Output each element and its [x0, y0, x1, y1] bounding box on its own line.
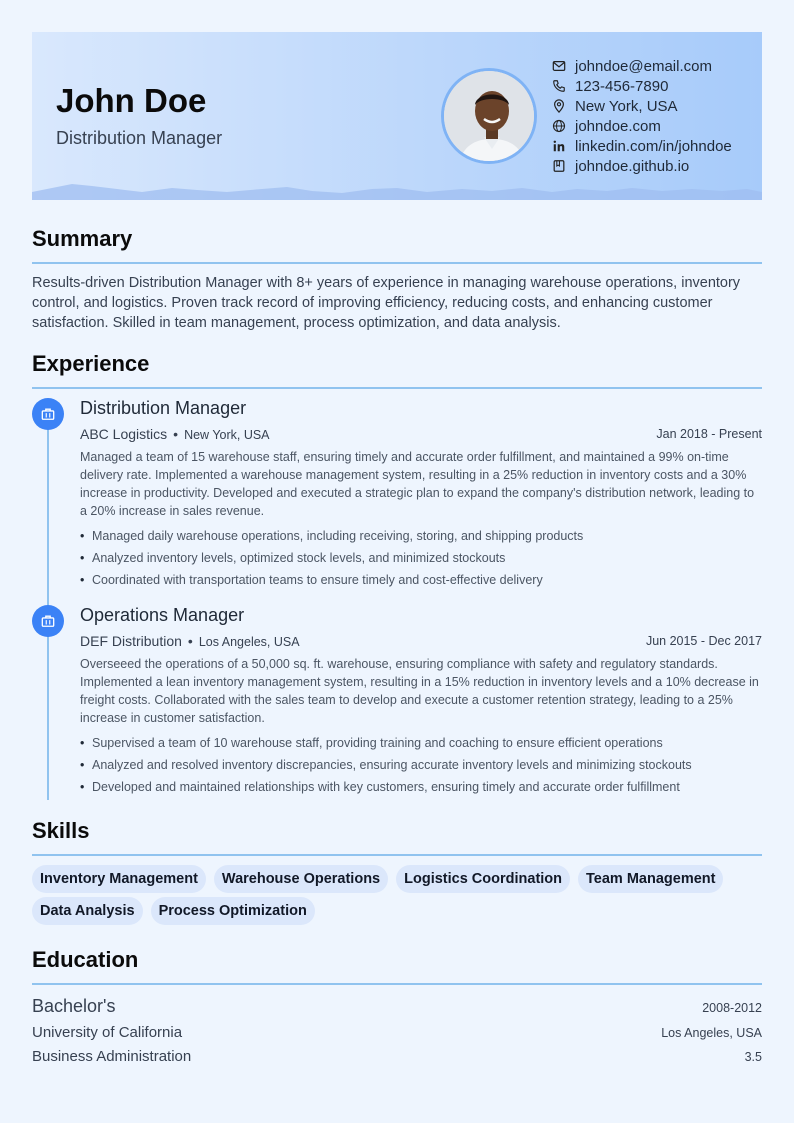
job-bullet: • Supervised a team of 10 warehouse staff, providing training and coaching to ensure efficient operations	[80, 732, 762, 754]
job-bullet: • Analyzed inventory levels, optimized stock levels, and minimized stockouts	[80, 547, 762, 569]
skill-chip: Team Management	[578, 865, 723, 893]
job-location: New York, USA	[184, 428, 270, 442]
job-bullet: • Analyzed and resolved inventory discrepancies, ensuring accurate inventory levels and minimizing stockouts	[80, 754, 762, 776]
job-icon-badge	[32, 605, 64, 637]
skill-chip: Data Analysis	[32, 897, 143, 925]
experience-divider	[32, 387, 762, 389]
skills-divider	[32, 854, 762, 856]
contact-website[interactable]	[552, 116, 732, 136]
location-pin-icon	[552, 99, 566, 113]
header-mountain-decoration	[32, 180, 762, 200]
job-bullet: • Developed and maintained relationships with key customers, ensuring timely and accurate order fulfillment	[80, 776, 762, 798]
resume-header	[32, 32, 762, 200]
education-divider	[32, 983, 762, 985]
candidate-title: Distribution Manager	[56, 128, 223, 148]
profile-photo-illustration	[444, 71, 537, 164]
skill-chip: Inventory Management	[32, 865, 206, 893]
skill-chip: Logistics Coordination	[396, 865, 570, 893]
job-location: Los Angeles, USA	[198, 635, 300, 649]
contact-location	[552, 96, 732, 116]
job-title: Operations Manager	[80, 605, 245, 625]
contact-github-text: johndoe.github.io	[575, 157, 690, 175]
job-meta: DEF Distribution • Los Angeles, USA Jun 2015 - Dec 2017	[80, 633, 762, 649]
summary-heading: Summary	[32, 226, 133, 251]
contact-location-text: New York, USA	[575, 97, 678, 115]
contact-github[interactable]	[552, 156, 732, 176]
profile-photo	[441, 68, 537, 164]
job-title: Distribution Manager	[80, 398, 247, 418]
phone-icon	[552, 79, 566, 93]
github-icon	[552, 159, 566, 173]
education-gpa: 3.5	[744, 1050, 762, 1064]
job-dates: Jan 2018 - Present	[656, 427, 762, 441]
candidate-name: John Doe	[56, 82, 207, 119]
briefcase-icon	[41, 407, 55, 421]
skill-chip: Warehouse Operations	[214, 865, 388, 893]
contact-phone[interactable]	[552, 76, 732, 96]
linkedin-icon	[552, 139, 566, 153]
job-icon-badge	[32, 398, 64, 430]
skills-list	[32, 865, 762, 925]
skill-chip: Process Optimization	[151, 897, 315, 925]
contact-phone-text: 123-456-7890	[575, 77, 669, 95]
contact-list	[552, 56, 732, 176]
contact-linkedin-text: linkedin.com/in/johndoe	[575, 137, 732, 155]
education-degree: Bachelor's	[32, 996, 116, 1016]
education-location: Los Angeles, USA	[661, 1026, 762, 1040]
contact-website-text: johndoe.com	[575, 117, 661, 135]
job-meta: ABC Logistics • New York, USA Jan 2018 - Present	[80, 426, 762, 442]
job-company: ABC Logistics	[80, 426, 168, 442]
education-field: Business Administration	[32, 1048, 192, 1065]
summary-divider	[32, 262, 762, 264]
job-description: Overseeed the operations of a 50,000 sq. ft. warehouse, ensuring compliance with safety and regulatory standards. Implemented a lean inventory management system, resulting in a 15% reduction in inventory levels and a 10% decrease in freight costs. Collaborated with the sales team to develop and execute a customer retention strategy, leading to a 25% increase in customer satisfaction.	[80, 657, 759, 725]
job-description: Managed a team of 15 warehouse staff, ensuring timely and accurate order fulfillment, and maintained a 99% on-time delivery rate. Implemented a warehouse management system, resulting in a 25% reduction in inventory costs and a 30% increase in productivity. Developed and executed a strategic plan to expand the company's distribution network, leading to a 20% increase in sales revenue.	[80, 450, 755, 518]
experience-heading: Experience	[32, 351, 150, 376]
skills-heading: Skills	[32, 818, 90, 843]
education-heading: Education	[32, 947, 139, 972]
job-dates: Jun 2015 - Dec 2017	[645, 634, 762, 648]
contact-email-text: johndoe@email.com	[575, 57, 712, 75]
job-bullet: • Coordinated with transportation teams to ensure timely and cost-effective delivery	[80, 569, 762, 591]
summary-text: Results-driven Distribution Manager with 8+ years of experience in managing warehouse operations, inventory control, and logistics. Proven track record of improving efficiency, reducing costs, and enhancing customer satisfaction. Skilled in team management, process optimization, and data analysis.	[32, 275, 741, 331]
mail-icon	[552, 59, 566, 73]
briefcase-icon	[41, 614, 55, 628]
education-years: 2008-2012	[702, 1001, 762, 1015]
contact-linkedin[interactable]	[552, 136, 732, 156]
job-company: DEF Distribution	[80, 633, 182, 649]
contact-email[interactable]	[552, 56, 732, 76]
education-school: University of California	[32, 1024, 183, 1041]
job-bullets	[80, 732, 762, 798]
job-bullet: • Managed daily warehouse operations, including receiving, storing, and shipping products	[80, 525, 762, 547]
globe-icon	[552, 119, 566, 133]
job-bullets	[80, 525, 762, 591]
